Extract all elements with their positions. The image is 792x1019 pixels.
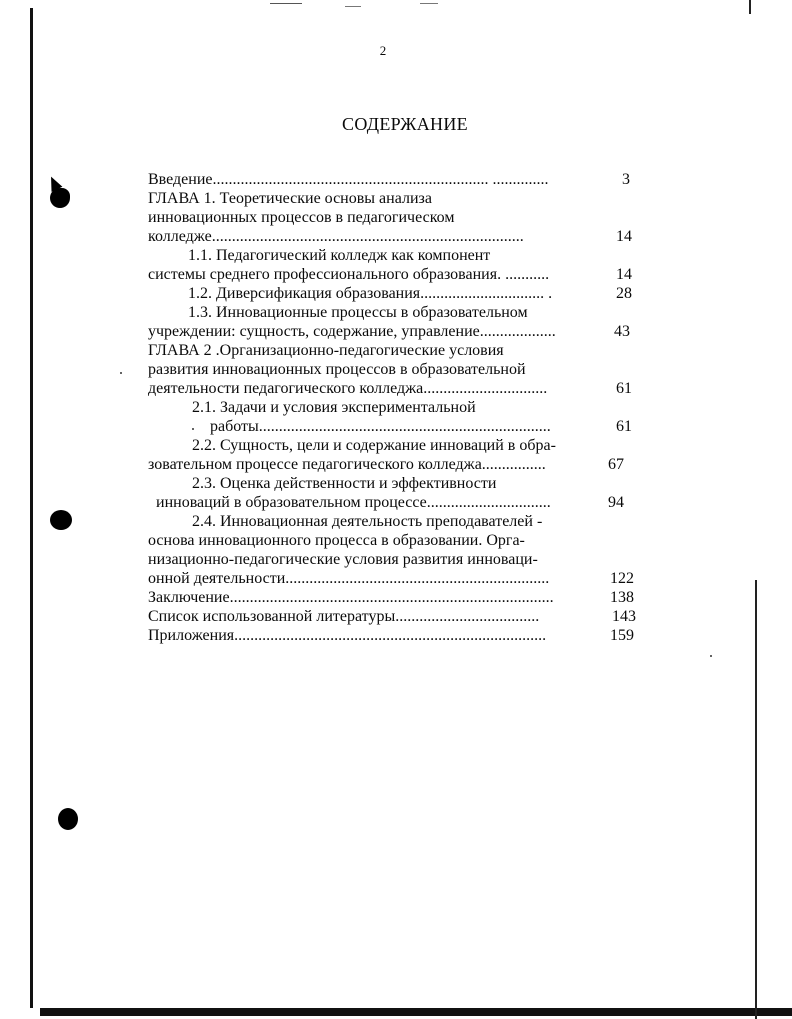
toc-entry-section-1-3 — [148, 322, 643, 341]
toc-entry-chapter-1 — [148, 227, 643, 246]
toc-page-number: 94 — [608, 494, 624, 511]
toc-entry-section-2-4 — [148, 550, 643, 569]
scan-right-edge — [755, 580, 757, 1019]
toc-entry-chapter-1 — [148, 208, 643, 227]
toc-page-number: 143 — [612, 608, 636, 625]
toc-entry-section-2-4 — [148, 569, 643, 588]
table-of-contents — [148, 170, 643, 645]
toc-entry-chapter-2 — [148, 379, 643, 398]
toc-page-number: 3 — [622, 171, 630, 188]
punch-hole — [50, 188, 70, 208]
toc-entry-text: деятельности педагогического колледжа............................... — [148, 380, 548, 397]
toc-entry-text: работы......................................................................... — [210, 418, 551, 435]
toc-entry-text: зовательном процессе педагогического колледжа................ — [148, 456, 546, 473]
toc-entry-section-2-3 — [148, 493, 643, 512]
toc-entry-section-1-1 — [148, 265, 643, 284]
toc-entry-section-2-3 — [148, 474, 643, 493]
toc-entry-section-1-2 — [148, 284, 643, 303]
toc-entry-chapter-1 — [148, 189, 643, 208]
toc-entry-text: инноваций в образовательном процессе............................... — [156, 494, 551, 511]
toc-entry-conclusion — [148, 588, 643, 607]
toc-entry-appendices — [148, 626, 643, 645]
toc-entry-chapter-2 — [148, 341, 643, 360]
toc-entry-section-2-2 — [148, 455, 643, 474]
toc-entry-section-2-1 — [148, 417, 643, 436]
scan-right-edge-top — [749, 0, 751, 14]
toc-page-number: 14 — [616, 228, 632, 245]
toc-entry-text: системы среднего профессионального образования. ........... — [148, 266, 550, 283]
toc-entry-section-1-3 — [148, 303, 643, 322]
toc-page-number: 67 — [608, 456, 624, 473]
toc-page-number: 138 — [610, 589, 634, 606]
toc-entry-text: 1.1. Педагогический колледж как компонент — [188, 247, 491, 264]
punch-hole — [58, 808, 78, 830]
toc-entry-section-2-4 — [148, 512, 643, 531]
toc-entry-section-2-4 — [148, 531, 643, 550]
scan-mark — [270, 3, 302, 4]
toc-entry-chapter-2 — [148, 360, 643, 379]
toc-entry-text: Список использованной литературы.................................... — [148, 608, 540, 625]
toc-entry-text: основа инновационного процесса в образовании. Орга- — [148, 532, 525, 549]
punch-hole — [50, 510, 72, 530]
toc-entry-section-2-2 — [148, 436, 643, 455]
scan-mark — [345, 6, 361, 7]
toc-entry-text: колледже.............................................................................. — [148, 228, 524, 245]
toc-entry-introduction — [148, 170, 643, 189]
scan-bottom-edge — [40, 1008, 792, 1016]
toc-page-number: 61 — [616, 418, 632, 435]
page-title: СОДЕРЖАНИЕ — [342, 114, 468, 134]
toc-page-number: 122 — [610, 570, 634, 587]
toc-entry-text: ГЛАВА 1. Теоретические основы анализа — [148, 190, 432, 207]
toc-entry-text: 2.2. Сущность, цели и содержание инноваций в обра- — [192, 437, 556, 454]
toc-entry-text: 2.1. Задачи и условия экспериментальной — [192, 399, 476, 416]
scan-left-edge — [30, 8, 33, 1008]
toc-entry-text: развития инновационных процессов в образовательной — [148, 361, 526, 378]
scan-speck — [120, 372, 122, 374]
toc-page-number: 14 — [616, 266, 632, 283]
scan-speck — [710, 655, 712, 657]
toc-entry-text: ГЛАВА 2 .Организационно-педагогические условия — [148, 342, 504, 359]
toc-entry-text: 2.3. Оценка действенности и эффективности — [192, 475, 497, 492]
toc-entry-text: Заключение................................................................................. — [148, 589, 554, 606]
toc-page-number: 159 — [610, 627, 634, 644]
toc-entry-text: Приложения.............................................................................. — [148, 627, 547, 644]
toc-page-number: 61 — [616, 380, 632, 397]
toc-entry-text: 2.4. Инновационная деятельность преподавателей - — [192, 513, 543, 530]
toc-entry-section-2-1 — [148, 398, 643, 417]
scan-mark — [420, 3, 438, 4]
toc-entry-text: онной деятельности.................................................................. — [148, 570, 550, 587]
toc-entry-section-1-1 — [148, 246, 643, 265]
toc-entry-text: 1.3. Инновационные процессы в образовательном — [188, 304, 528, 321]
toc-page-number: 28 — [616, 285, 632, 302]
toc-entry-text: низационно-педагогические условия развития инноваци- — [148, 551, 538, 568]
toc-entry-text: инновационных процессов в педагогическом — [148, 209, 455, 226]
toc-entry-text: Введение..................................................................... .............. — [148, 171, 549, 188]
page-number: 2 — [379, 43, 387, 58]
toc-entry-text: 1.2. Диверсификация образования............................... . — [188, 285, 553, 302]
toc-entry-bibliography — [148, 607, 643, 626]
toc-page-number: 43 — [614, 323, 630, 340]
toc-entry-text: учреждении: сущность, содержание, управление................... — [148, 323, 556, 340]
